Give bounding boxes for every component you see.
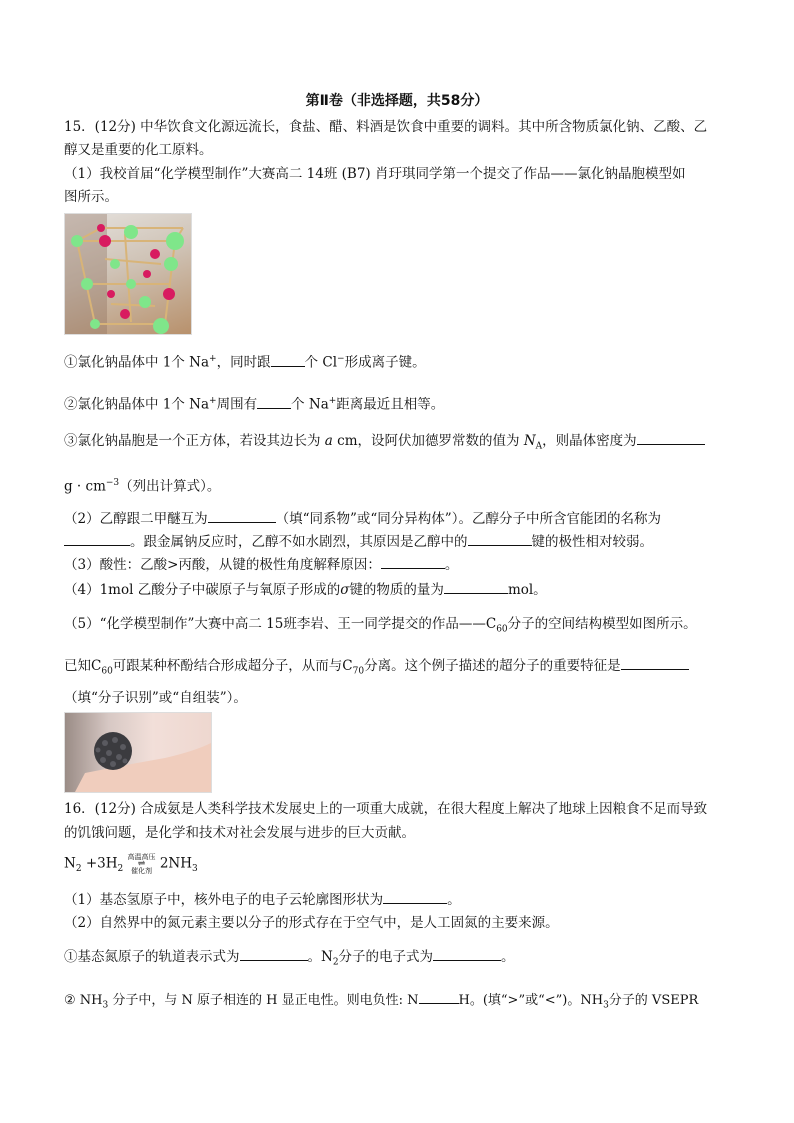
q15-p2-text-d: 键的极性相对较弱。 — [531, 534, 653, 550]
q16-part1 — [64, 890, 461, 909]
density-exponent: −3 — [105, 478, 120, 488]
answer-blank[interactable] — [208, 509, 276, 523]
q16-s1-text-b: 。N — [307, 949, 333, 965]
answer-blank[interactable] — [383, 890, 447, 904]
q15-s1-text-c: 个 Cl — [304, 354, 338, 371]
q15-p2-text-b: （填“同系物”或“同分异构体”）。乙醇分子中所含官能团的名称为 — [275, 511, 661, 527]
nacl-model-photo — [64, 213, 192, 335]
answer-blank[interactable] — [637, 431, 705, 445]
q15-sub3-unit — [64, 474, 220, 496]
q15-p3-text-b: 。 — [444, 557, 459, 573]
q16-s1-text-d: 。 — [501, 949, 515, 965]
reversible-arrow-icon: ⇌ — [137, 859, 146, 869]
eq-n2: N — [64, 855, 76, 872]
avogadro-symbol: N — [523, 433, 536, 449]
q16-sub2 — [64, 990, 698, 1015]
q15-s3-text-c: ，则晶体密度为 — [542, 433, 637, 449]
eq-h2: +3H — [81, 855, 118, 872]
q15-intro-line1: 15．(12分) 中华饮食文化源远流长，食盐、醋、料酒是饮食中重要的调料。其中所含物质氯化钠、乙酸、乙 — [64, 119, 708, 135]
q15-part5-line1 — [64, 615, 697, 639]
q15-s2-text-d: 距离最近且相等。 — [336, 396, 445, 413]
q16-s1-text-a: ①基态氮原子的轨道表示式为 — [64, 949, 240, 965]
answer-blank[interactable] — [381, 555, 445, 569]
c60-subscript: 60 — [101, 666, 113, 677]
eq-cond-bottom: 催化剂 — [131, 867, 153, 875]
q15-s1-text-b: ，同时跟 — [216, 354, 271, 371]
eq-conditions — [128, 853, 156, 875]
q15-part3 — [64, 555, 458, 574]
q15-sub1 — [64, 350, 426, 372]
q15-p4-text-b: 键的物质的量为 — [349, 582, 444, 598]
section-heading: 第Ⅱ卷（非选择题，共58分） — [305, 93, 489, 109]
c60-ball-graphic — [65, 713, 211, 792]
q15-s3-text-b: cm，设阿伏加德罗常数的值为 — [332, 433, 524, 449]
q15-p5-text-b: 分子的空间结构模型如图所示。 — [507, 616, 697, 632]
q15-p4-text-c: mol。 — [507, 582, 547, 598]
q15-s2-text-a: ②氯化钠晶体中 1个 Na — [64, 396, 210, 413]
q15-part5-line2 — [64, 656, 689, 681]
answer-blank[interactable] — [621, 656, 689, 670]
plus-charge: + — [328, 396, 337, 406]
q16-s2-text-d: 分子的 VSEPR — [608, 993, 699, 1008]
q15-p2-text-a: （2）乙醇跟二甲醚互为 — [64, 511, 208, 527]
q15-part5-line3: （填“分子识别”或“自组装”）。 — [64, 690, 247, 706]
plus-charge: + — [209, 354, 217, 364]
answer-blank[interactable] — [419, 990, 459, 1004]
q15-s2-text-b: 周围有 — [216, 396, 258, 413]
q15-p5-text-a: （5）“化学模型制作”大赛中高二 15班李岩、王一同学提交的作品——C — [64, 616, 497, 632]
q15-part1-line2: 图所示。 — [64, 189, 118, 205]
q15-intro-line2: 醇又是重要的化工原料。 — [64, 142, 213, 158]
eq-nh3: 2NH — [159, 855, 193, 872]
ammonia-equation — [64, 853, 198, 878]
q15-part2-line2 — [64, 532, 653, 551]
q15-s2-text-c: 个 Na — [291, 396, 329, 413]
q15-s3-text-a: ③氯化钠晶胞是一个正方体，若设其边长为 — [64, 433, 325, 449]
q16-p1-text-b: 。 — [447, 892, 461, 908]
q15-p4-text-a: （4）1mol 乙酸分子中碳原子与氧原子形成的 — [64, 582, 341, 598]
q15-s1-text-a: ①氯化钠晶体中 1个 Na — [64, 354, 210, 371]
nacl-lattice-graphic — [65, 214, 191, 334]
answer-blank[interactable] — [468, 532, 532, 546]
sigma-symbol: σ — [340, 582, 350, 598]
q15-p2-text-c: 。跟金属钠反应时，乙醇不如水剧烈，其原因是乙醇中的 — [130, 534, 468, 550]
answer-blank[interactable] — [433, 947, 501, 961]
eq-cond-top: 高温高压 — [127, 853, 156, 861]
q16-s1-text-c: 分子的电子式为 — [338, 949, 434, 965]
q15-s1-text-d: 形成离子键。 — [344, 354, 426, 371]
q15-s3-tail: （列出计算式）。 — [119, 478, 221, 495]
q15-p5-l2-a: 已知C — [64, 658, 102, 674]
c70-subscript: 70 — [352, 666, 365, 677]
q15-p5-l2-b: 可跟某种杯酚结合形成超分子，从而与C — [112, 658, 353, 674]
answer-blank[interactable] — [257, 395, 291, 409]
q15-p3-text-a: （3）酸性：乙酸>丙酸，从键的极性角度解释原因： — [64, 557, 381, 573]
q16-s2-text-b: 分子中，与 N 原子相连的 H 显正电性。则电负性: N — [108, 993, 419, 1008]
q16-p1-text-a: （1）基态氢原子中，核外电子的电子云轮廓图形状为 — [64, 892, 384, 908]
q16-sub1 — [64, 947, 515, 972]
q16-s2-text-a: ② NH — [64, 993, 103, 1008]
density-unit: g · cm — [64, 478, 106, 495]
q15-part2-line1 — [64, 509, 661, 528]
minus-charge: − — [337, 354, 345, 364]
edge-variable: a — [324, 433, 333, 449]
nh3-subscript: 3 — [603, 1000, 609, 1011]
eq-n2-sub: 2 — [75, 864, 82, 875]
eq-h2-sub: 2 — [117, 864, 124, 875]
q16-intro-line2: 的饥饿问题，是化学和技术对社会发展与进步的巨大贡献。 — [64, 825, 415, 841]
answer-blank[interactable] — [444, 580, 508, 594]
q16-intro-line1: 16．(12分) 合成氨是人类科学技术发展史上的一项重大成就，在很大程度上解决了地球上因粮食不足而导致 — [64, 801, 708, 817]
answer-blank[interactable] — [64, 532, 130, 546]
q16-part2: （2）自然界中的氮元素主要以分子的形式存在于空气中，是人工固氮的主要来源。 — [64, 915, 559, 931]
nh3-subscript: 3 — [102, 1000, 109, 1011]
q15-p5-l2-c: 分离。这个例子描述的超分子的重要特征是 — [364, 658, 621, 674]
q15-sub2 — [64, 392, 444, 414]
c60-model-photo — [64, 712, 212, 793]
q15-part4 — [64, 580, 547, 599]
q15-part1-line1: （1）我校首届“化学模型制作”大赛高二 14班 (B7) 肖玗琪同学第一个提交了作品——氯化钠晶胞模型如 — [64, 166, 686, 182]
avogadro-subscript: A — [535, 441, 543, 452]
eq-nh3-sub: 3 — [192, 864, 198, 875]
n2-subscript: 2 — [332, 957, 339, 968]
q16-s2-text-c: H。(填“>”或“<”)。NH — [458, 993, 604, 1008]
answer-blank[interactable] — [240, 947, 308, 961]
q15-sub3 — [64, 431, 705, 456]
answer-blank[interactable] — [271, 353, 305, 367]
plus-charge: + — [209, 396, 217, 406]
c60-subscript: 60 — [496, 624, 508, 635]
